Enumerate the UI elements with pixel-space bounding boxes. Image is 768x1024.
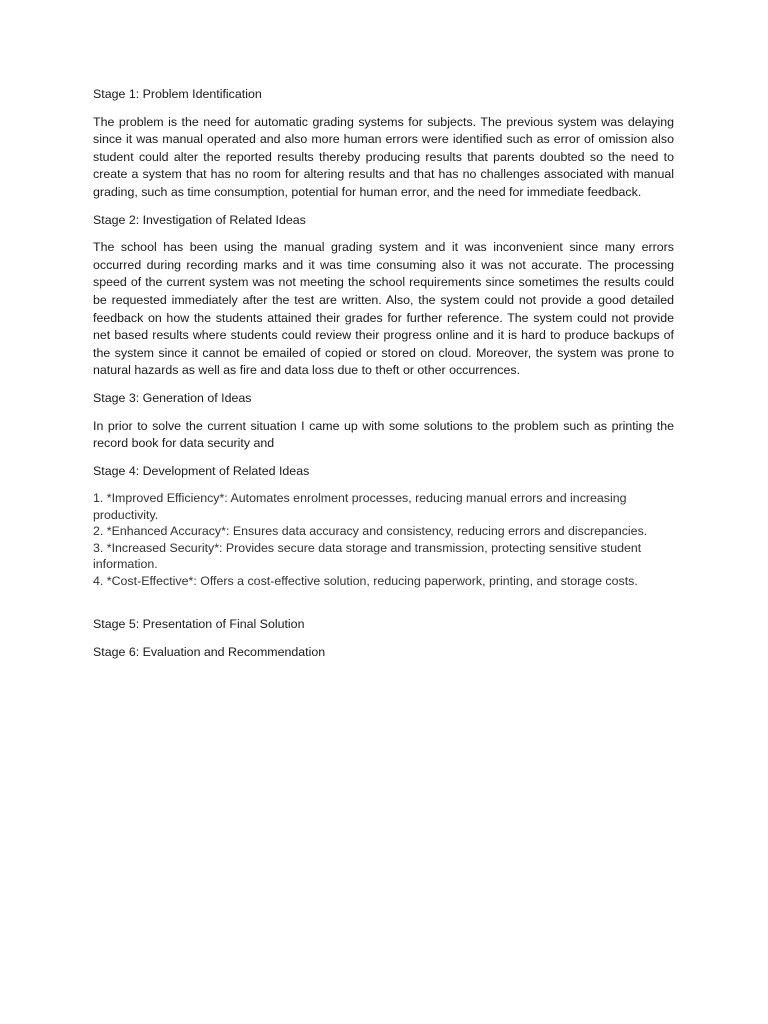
list-item: 2. *Enhanced Accuracy*: Ensures data accuracy and consistency, reducing errors and discrepancies. (93, 524, 648, 539)
list-item: 4. *Cost-Effective*: Offers a cost-effective solution, reducing paperwork, printing, and storage costs. (93, 573, 638, 588)
stage-1-paragraph: The problem is the need for automatic grading systems for subjects. The previous system was delaying since it was manual operated and also more human errors were identified such as error of omission also student could alter the reported results thereby producing results that parents doubted so the need to create a system that has no room for altering results and that has no challenges associated with manual grading, such as time consumption, potential for human error, and the need for immediate feedback. (93, 114, 674, 199)
list-item: 1. *Improved Efficiency*: Automates enrolment processes, reducing manual errors and increasing productivity. (93, 491, 627, 522)
stage-2-heading: Stage 2: Investigation of Related Ideas (93, 212, 306, 227)
stage-2-paragraph: The school has been using the manual grading system and it was inconvenient since many errors occurred during recording marks and it was time consuming also it was not accurate. The processing speed of the current system was not meeting the school requirements since sometimes the results could be requested immediately after the test are written. Also, the system could not provide a good detailed feedback on how the students attained their grades for further reference. The system could not provide net based results where students could review their progress online and it is hard to produce backups of the system since it cannot be emailed of copied or stored on cloud. Moreover, the system was prone to natural hazards as well as fire and data loss due to theft or other occurrences. (93, 240, 674, 378)
list-item: 3. *Increased Security*: Provides secure data storage and transmission, protecting sensitive student information. (93, 540, 642, 572)
document-page (93, 86, 674, 671)
stage-4-list (93, 490, 674, 589)
stage-3-heading: Stage 3: Generation of Ideas (93, 390, 252, 405)
stage-6-heading: Stage 6: Evaluation and Recommendation (93, 644, 326, 659)
stage-3-paragraph: In prior to solve the current situation I came up with some solutions to the problem such as printing the record book for data security and (93, 418, 674, 451)
stage-5-heading: Stage 5: Presentation of Final Solution (93, 617, 305, 632)
stage-1-heading: Stage 1: Problem Identification (93, 87, 262, 101)
stage-4-heading: Stage 4: Development of Related Ideas (93, 463, 310, 478)
